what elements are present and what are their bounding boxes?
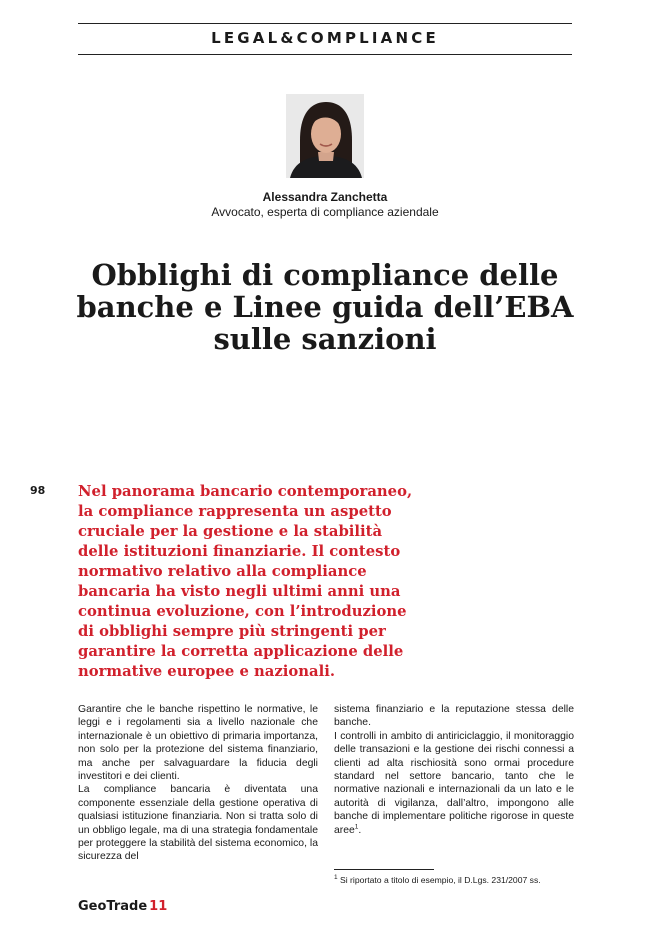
lead-line: bancaria ha visto negli ultimi anni una: [78, 583, 401, 600]
footer-brand: [78, 899, 167, 914]
lead-line: di obblighi sempre più stringenti per: [78, 623, 386, 640]
footnote-reference[interactable]: 1: [354, 823, 359, 831]
article-title: [60, 259, 590, 355]
body-paragraph: I controlli in ambito di antiriciclaggio, il monitoraggio delle transazioni e la gestione dei rischi connessi a clienti ad alta rischiosità sono ormai procedure standard nel settore bancario, tanto che le normative nazionali e internazionali da un lato e le autorità di vigilanza, dall’altro, impongono alle banche di implementare politiche rigorose in queste aree$^1$.: [334, 730, 574, 836]
body-column-right: [334, 703, 574, 837]
lead-line: cruciale per la gestione e la stabilità: [78, 523, 383, 540]
author-role: Avvocato, esperta di compliance aziendale: [211, 205, 439, 219]
article-title-line: sulle sanzioni: [213, 322, 437, 356]
lead-paragraph: [78, 482, 423, 682]
article-title-line: Obblighi di compliance delle: [91, 258, 559, 292]
body-column-left: [78, 703, 318, 864]
page-number: 98: [30, 484, 46, 497]
lead-line: delle istituzioni finanziarie. Il contesto: [78, 543, 401, 560]
brand-name: GeoTrade: [78, 899, 148, 914]
footnote-rule: [334, 869, 434, 870]
author-photo: [286, 94, 364, 178]
body-paragraph: La compliance bancaria è diventata una componente essenziale della gestione operativa di qualsiasi istituzione finanziaria. Non si tratta solo di un obbligo legale, ma di una strategia fondamentale per proteggere la stabilità del sistema economico, la sicurezza del: [78, 784, 318, 863]
footnote-marker: 1: [334, 874, 338, 882]
lead-line: la compliance rappresenta un aspetto: [78, 503, 392, 520]
issue-number: 11: [149, 899, 168, 914]
body-paragraph-text: I controlli in ambito di antiriciclaggio, il monitoraggio delle transazioni e la gestione dei rischi connessi a clienti ad alta rischiosità sono ormai procedure standard nel settore bancario, tanto che le normative nazionali e internazionali da un lato e le autorità di vigilanza, dall’altro, impongono alle banche di implementare politiche rigorose in queste aree: [334, 730, 574, 836]
header-rule-top: [78, 23, 572, 24]
lead-line: garantire la corretta applicazione delle: [78, 643, 404, 660]
lead-line: Nel panorama bancario contemporaneo,: [78, 483, 413, 500]
body-paragraph: sistema finanziario e la reputazione stessa delle banche.: [334, 704, 574, 729]
footnote-text: Si riportato a titolo di esempio, il D.Lgs. 231/2007 ss.: [340, 875, 541, 885]
section-title: LEGAL&COMPLIANCE: [211, 29, 439, 47]
lead-line: normativo relativo alla compliance: [78, 563, 367, 580]
author-name: Alessandra Zanchetta: [262, 190, 388, 204]
footnote: [334, 875, 541, 885]
lead-line: continua evoluzione, con l’introduzione: [78, 603, 407, 620]
author-portrait-image: [286, 94, 364, 178]
lead-line: normative europee e nazionali.: [78, 663, 335, 680]
article-title-line: banche e Linee guida dell’EBA: [76, 290, 574, 324]
header-rule-bottom: [78, 54, 572, 55]
body-paragraph: Garantire che le banche rispettino le normative, le leggi e i regolamenti sia a livello nazionale che internazionale è un obiettivo di primaria importanza, non solo per la protezione del sistema finanziario, ma anche per salvaguardare la fiducia degli investitori e dei clienti.: [78, 704, 318, 783]
